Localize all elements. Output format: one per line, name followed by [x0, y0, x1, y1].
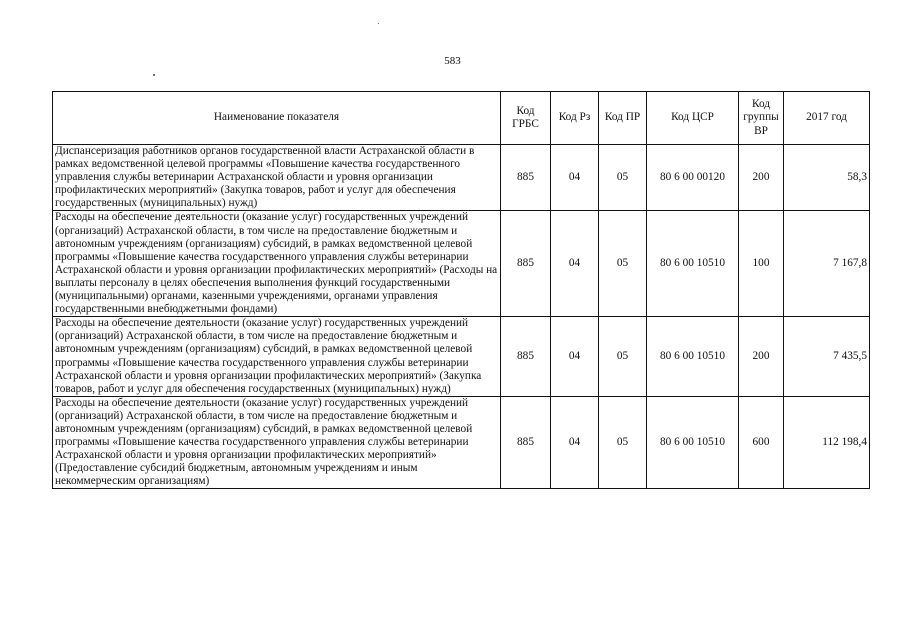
cell-csr: 80 6 00 10510 [647, 396, 739, 489]
cell-year2017: 112 198,4 [784, 396, 870, 489]
table-row [53, 396, 870, 489]
table-row [53, 145, 870, 211]
cell-pr: 05 [599, 145, 647, 211]
column-header-rz: Код Рз [551, 92, 599, 145]
cell-pr: 05 [599, 317, 647, 397]
cell-pr: 05 [599, 211, 647, 317]
column-header-grbs: Код ГРБС [501, 92, 551, 145]
cell-vr: 200 [739, 145, 784, 211]
cell-name: Диспансеризация работников органов государственной власти Астраханской области в рамках ведомственной целевой программы «Повышение качества государственного управления службы ветеринарии Астраханской области и уровня организации профилактических мероприятий» (Закупка товаров, работ и услуг для обеспечения государственных (муниципальных) нужд) [53, 145, 501, 211]
cell-pr: 05 [599, 396, 647, 489]
page-number: 583 [444, 55, 461, 67]
column-header-vr: Код группы ВР [739, 92, 784, 145]
cell-vr: 600 [739, 396, 784, 489]
cell-grbs: 885 [501, 317, 551, 397]
column-header-name: Наименование показателя [53, 92, 501, 145]
cell-grbs: 885 [501, 211, 551, 317]
cell-vr: 100 [739, 211, 784, 317]
cell-name: Расходы на обеспечение деятельности (оказание услуг) государственных учреждений (организаций) Астраханской области, в том числе на предоставление бюджетным и автономным учреждениям (организациям) субсидий, в рамках ведомственной целевой программы «Повышение качества государственного управления службы ветеринарии Астраханской области и уровня организации профилактических мероприятий» (Закупка товаров, работ и услуг для обеспечения государственных (муниципальных) нужд) [53, 317, 501, 397]
cell-csr: 80 6 00 00120 [647, 145, 739, 211]
cell-year2017: 7 435,5 [784, 317, 870, 397]
column-header-year2017: 2017 год [784, 92, 870, 145]
cell-year2017: 7 167,8 [784, 211, 870, 317]
cell-vr: 200 [739, 317, 784, 397]
cell-csr: 80 6 00 10510 [647, 317, 739, 397]
budget-table [52, 91, 870, 489]
table-body [53, 145, 870, 489]
cell-name: Расходы на обеспечение деятельности (оказание услуг) государственных учреждений (организаций) Астраханской области, в том числе на предоставление бюджетным и автономным учреждениям (организациям) субсидий, в рамках ведомственной целевой программы «Повышение качества государственного управления службы ветеринарии Астраханской области и уровня организации профилактических мероприятий» (Предоставление субсидий бюджетным, автономным учреждениям и иным некоммерческим организациям) [53, 396, 501, 489]
cell-rz: 04 [551, 396, 599, 489]
scan-speck [378, 23, 379, 24]
column-header-csr: Код ЦСР [647, 92, 739, 145]
cell-rz: 04 [551, 211, 599, 317]
cell-csr: 80 6 00 10510 [647, 211, 739, 317]
column-header-pr: Код ПР [599, 92, 647, 145]
cell-year2017: 58,3 [784, 145, 870, 211]
table-header-row [53, 92, 870, 145]
cell-rz: 04 [551, 317, 599, 397]
cell-name: Расходы на обеспечение деятельности (оказание услуг) государственных учреждений (организаций) Астраханской области, в том числе на предоставление бюджетным и автономным учреждениям (организациям) субсидий, в рамках ведомственной целевой программы «Повышение качества государственного управления службы ветеринарии Астраханской области и уровня организации профилактических мероприятий» (Расходы на выплаты персоналу в целях обеспечения выполнения функций государственными (муниципальными) органами, казенными учреждениями, органами управления государственными внебюджетными фондами) [53, 211, 501, 317]
table-row [53, 317, 870, 397]
cell-grbs: 885 [501, 396, 551, 489]
cell-rz: 04 [551, 145, 599, 211]
scan-speck [153, 74, 155, 76]
cell-grbs: 885 [501, 145, 551, 211]
table-row [53, 211, 870, 317]
